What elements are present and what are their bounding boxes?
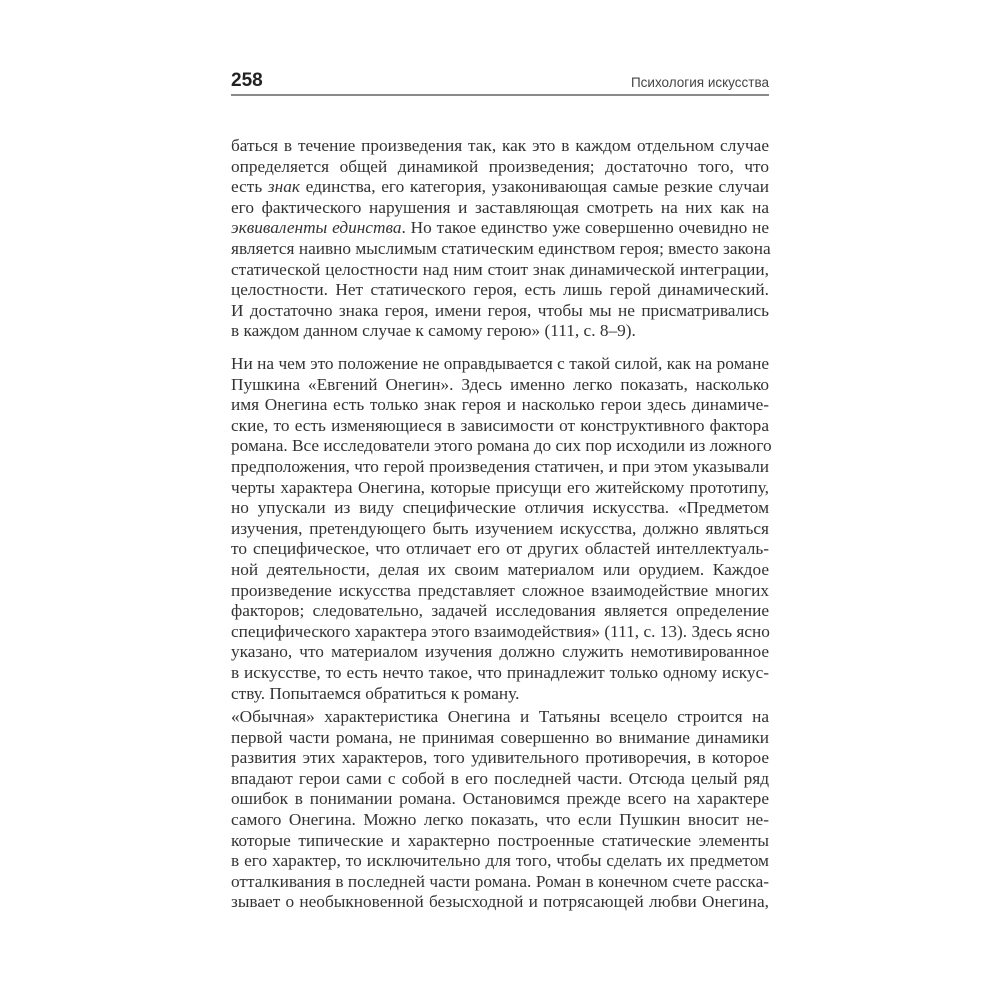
text-segment: зывает о необыкновенной безысходной и потрясающей любви Онегина, <box>231 892 769 912</box>
text-line <box>231 707 769 728</box>
text-line <box>231 663 769 684</box>
text-segment: имя Онегина есть только знак героя и насколько герои здесь динамиче- <box>231 395 769 415</box>
text-line <box>231 260 769 281</box>
text-line <box>231 810 769 831</box>
text-line <box>231 375 769 396</box>
text-line <box>231 136 769 157</box>
text-line <box>231 622 769 643</box>
text-segment: «Обычная» характеристика Онегина и Татьяны всецело строится на <box>231 707 769 726</box>
text-segment: развития этих характеров, того удивительного противоречия, в которое <box>231 748 769 768</box>
text-segment: романа. Все исследователи этого романа до сих пор исходили из ложного <box>231 436 772 456</box>
text-segment: в искусстве, то есть нечто такое, что принадлежит только одному искус- <box>231 662 769 682</box>
text-line <box>231 684 769 705</box>
text-line <box>231 478 769 499</box>
text-line <box>231 642 769 663</box>
text-segment: есть <box>231 177 268 197</box>
text-segment: определяется общей динамикой произведения; достаточно того, что <box>231 156 769 176</box>
text-line <box>231 177 769 198</box>
text-segment: факторов; следовательно, задачей исследования является определение <box>231 601 769 621</box>
text-line <box>231 321 769 342</box>
text-segment: его фактического нарушения и заставляющая смотреть на них как на <box>231 197 769 217</box>
page-number: 258 <box>231 70 263 91</box>
text-line <box>231 198 769 219</box>
text-line <box>231 601 769 622</box>
text-line <box>231 280 769 301</box>
running-header <box>231 70 769 96</box>
text-line <box>231 581 769 602</box>
text-segment: ству. Попытаемся обратиться к роману. <box>231 683 520 703</box>
text-segment: в его характер, то исключительно для того, чтобы сделать их предметом <box>231 851 769 871</box>
text-segment: . Но такое единство уже совершенно очевидно не <box>401 218 769 238</box>
text-line <box>231 748 769 769</box>
text-line <box>231 831 769 852</box>
text-line <box>231 560 769 581</box>
text-segment: Пушкина «Евгений Онегин». Здесь именно легко показать, насколько <box>231 374 769 394</box>
text-segment: ошибок в понимании романа. Остановимся прежде всего на характере <box>231 789 769 809</box>
italic-text: эквиваленты единства <box>231 218 402 238</box>
text-segment: статической целостности над ним стоит знак динамической интеграции, <box>231 259 769 279</box>
text-line <box>231 728 769 749</box>
text-line <box>231 301 769 322</box>
text-segment: предположения, что герой произведения статичен, и при этом указывали <box>231 456 769 476</box>
text-line <box>231 872 769 893</box>
text-segment: ские, то есть изменяющиеся в зависимости от конструктивного фактора <box>231 415 769 435</box>
text-segment: отталкивания в последней части романа. Роман в конечном счете расска- <box>231 871 769 891</box>
text-segment: изучения, претендующего быть изучением искусства, должно являться <box>231 518 769 538</box>
text-segment: впадают герои сами с собой в его последней части. Отсюда целый ряд <box>231 768 769 788</box>
text-line <box>231 218 769 239</box>
text-line <box>231 851 769 872</box>
text-line <box>231 157 769 178</box>
text-line <box>231 789 769 810</box>
text-segment: баться в течение произведения так, как это в каждом отдельном случае <box>231 136 769 155</box>
text-segment: но упускали из виду специфические отличия искусства. «Предметом <box>231 498 769 518</box>
text-line <box>231 239 769 260</box>
text-segment: является наивно мыслимым статическим единством героя; вместо закона <box>231 238 771 258</box>
text-line <box>231 769 769 790</box>
text-line <box>231 457 769 478</box>
text-line <box>231 892 769 913</box>
text-line <box>231 436 772 457</box>
text-line <box>231 416 769 437</box>
text-line <box>231 519 769 540</box>
text-segment: самого Онегина. Можно легко показать, что если Пушкин вносит не- <box>231 809 769 829</box>
text-segment: Ни на чем это положение не оправдывается с такой силой, как на романе <box>231 354 769 373</box>
text-segment: произведение искусства представляет сложное взаимодействие многих <box>231 580 769 600</box>
text-line <box>231 539 769 560</box>
text-segment: ной деятельности, делая их своим материалом или орудием. Каждое <box>231 559 769 579</box>
paragraph-1 <box>231 136 769 342</box>
text-segment: первой части романа, не принимая совершенно во внимание динамики <box>231 727 769 747</box>
text-segment: указано, что материалом изучения должно служить немотивированное <box>231 642 769 662</box>
text-segment: И достаточно знака героя, имени героя, чтобы мы не присматривались <box>231 300 769 320</box>
running-title: Психология искусства <box>630 75 769 90</box>
italic-text: знак <box>267 177 300 197</box>
text-segment: которые типические и характерно построенные статические элементы <box>231 830 769 850</box>
paragraph-2 <box>231 354 772 704</box>
text-segment: в каждом данном случае к самому герою» (111, с. 8–9). <box>231 321 636 341</box>
text-line <box>231 498 769 519</box>
text-segment: то специфическое, что отличает его от других областей интеллектуаль- <box>231 539 769 559</box>
text-line <box>231 354 769 375</box>
text-segment: специфического характера этого взаимодействия» (111, с. 13). Здесь ясно <box>231 621 770 641</box>
text-segment: единства, его категория, узаконивающая самые резкие случаи <box>299 177 770 197</box>
text-segment: черты характера Онегина, которые присущи его житейскому прототипу, <box>231 477 769 497</box>
paragraph-3 <box>231 707 769 913</box>
text-segment: целостности. Нет статического героя, есть лишь герой динамический. <box>231 280 769 300</box>
text-line <box>231 395 769 416</box>
